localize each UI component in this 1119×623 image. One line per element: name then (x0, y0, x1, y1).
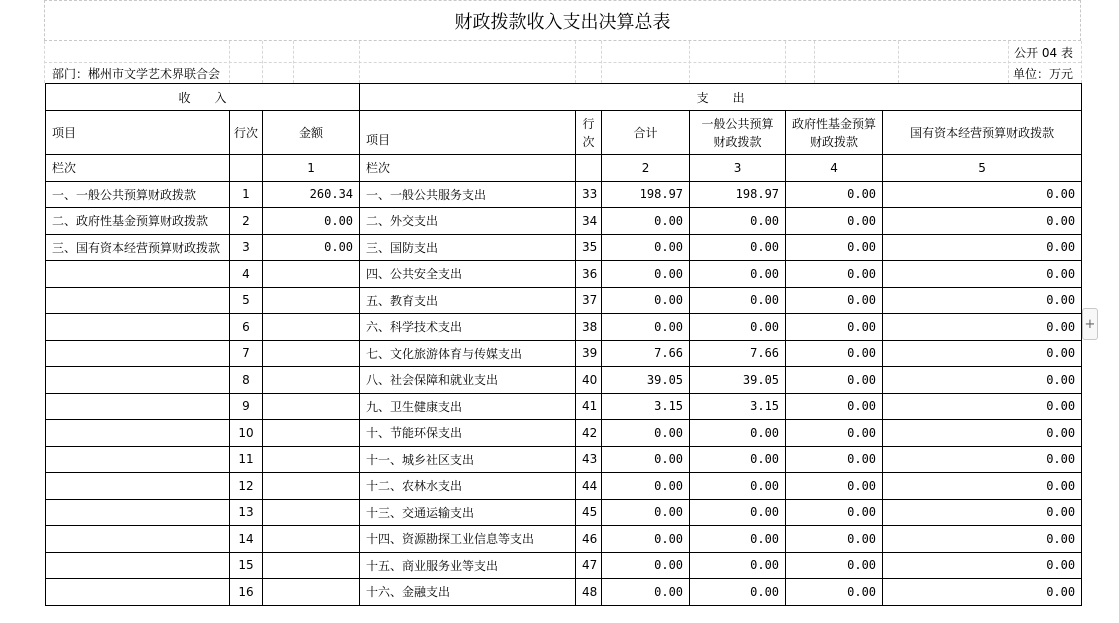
general-budget-cell: 0.00 (690, 287, 786, 314)
expense-line-cell: 40 (576, 367, 602, 394)
fund-budget-cell: 0.00 (786, 393, 883, 420)
expense-line-cell: 47 (576, 552, 602, 579)
table-row (46, 579, 1082, 606)
state-capital-cell: 0.00 (883, 287, 1082, 314)
general-budget-cell: 0.00 (690, 420, 786, 447)
state-capital-header: 国有资本经营预算财政拨款 (883, 111, 1082, 155)
total-cell: 0.00 (602, 499, 690, 526)
general-budget-cell: 0.00 (690, 552, 786, 579)
state-capital-cell: 0.00 (883, 181, 1082, 208)
total-cell: 0.00 (602, 234, 690, 261)
fund-budget-cell: 0.00 (786, 208, 883, 235)
total-cell: 3.15 (602, 393, 690, 420)
table-row (46, 420, 1082, 447)
expense-item-cell: 十二、农林水支出 (360, 473, 576, 500)
grid-guide-line (359, 41, 360, 83)
expense-line-cell: 45 (576, 499, 602, 526)
income-amount-cell (263, 499, 360, 526)
expense-item-cell: 三、国防支出 (360, 234, 576, 261)
income-line-cell: 9 (230, 393, 263, 420)
income-amount-cell: 0.00 (263, 234, 360, 261)
empty-cell (576, 155, 602, 182)
table-row (46, 287, 1082, 314)
expense-line-header: 行次 (576, 111, 602, 155)
expense-line-cell: 34 (576, 208, 602, 235)
grid-guide-line (44, 62, 1081, 63)
expense-item-cell: 十五、商业服务业等支出 (360, 552, 576, 579)
grid-guide-line (262, 41, 263, 83)
empty-cell (230, 155, 263, 182)
general-budget-cell: 7.66 (690, 340, 786, 367)
income-line-cell: 4 (230, 261, 263, 288)
income-item-cell (46, 526, 230, 553)
column-index-4: 4 (786, 155, 883, 182)
fund-budget-cell: 0.00 (786, 552, 883, 579)
income-line-cell: 15 (230, 552, 263, 579)
expense-item-cell: 十、节能环保支出 (360, 420, 576, 447)
table-row (46, 499, 1082, 526)
total-cell: 0.00 (602, 314, 690, 341)
fund-budget-cell: 0.00 (786, 314, 883, 341)
expense-line-cell: 46 (576, 526, 602, 553)
table-row (46, 314, 1082, 341)
income-line-cell: 16 (230, 579, 263, 606)
grid-guide-line (1081, 41, 1082, 83)
expense-line-cell: 38 (576, 314, 602, 341)
expense-line-cell: 42 (576, 420, 602, 447)
state-capital-cell: 0.00 (883, 420, 1082, 447)
fund-budget-cell: 0.00 (786, 367, 883, 394)
fund-budget-header: 政府性基金预算财政拨款 (786, 111, 883, 155)
total-cell: 39.05 (602, 367, 690, 394)
expense-line-cell: 36 (576, 261, 602, 288)
expense-line-cell: 43 (576, 446, 602, 473)
column-index-1: 1 (263, 155, 360, 182)
income-item-cell (46, 340, 230, 367)
income-amount-cell (263, 314, 360, 341)
expense-item-cell: 十一、城乡社区支出 (360, 446, 576, 473)
income-line-cell: 1 (230, 181, 263, 208)
income-item-cell: 二、政府性基金预算财政拨款 (46, 208, 230, 235)
general-budget-cell: 198.97 (690, 181, 786, 208)
general-budget-cell: 0.00 (690, 526, 786, 553)
grid-guide-line (293, 41, 294, 83)
income-amount-cell (263, 473, 360, 500)
income-line-cell: 5 (230, 287, 263, 314)
total-cell: 198.97 (602, 181, 690, 208)
income-item-cell (46, 473, 230, 500)
income-amount-cell (263, 579, 360, 606)
fund-budget-cell: 0.00 (786, 234, 883, 261)
income-line-cell: 10 (230, 420, 263, 447)
income-item-cell (46, 393, 230, 420)
table-row (46, 446, 1082, 473)
expense-line-cell: 48 (576, 579, 602, 606)
income-line-cell: 11 (230, 446, 263, 473)
expense-item-cell: 八、社会保障和就业支出 (360, 367, 576, 394)
state-capital-cell: 0.00 (883, 526, 1082, 553)
grid-guide-line (785, 41, 786, 83)
general-budget-cell: 0.00 (690, 446, 786, 473)
grid-guide-line (689, 41, 690, 83)
total-cell: 0.00 (602, 420, 690, 447)
column-index-2: 2 (602, 155, 690, 182)
state-capital-cell: 0.00 (883, 261, 1082, 288)
expense-item-cell: 十三、交通运输支出 (360, 499, 576, 526)
column-index-5: 5 (883, 155, 1082, 182)
income-line-cell: 7 (230, 340, 263, 367)
income-item-cell (46, 552, 230, 579)
fund-budget-cell: 0.00 (786, 420, 883, 447)
expense-item-cell: 十四、资源勘探工业信息等支出 (360, 526, 576, 553)
grid-guide-line (898, 41, 899, 83)
fund-budget-cell: 0.00 (786, 499, 883, 526)
total-header: 合计 (602, 111, 690, 155)
state-capital-cell: 0.00 (883, 473, 1082, 500)
income-amount-cell (263, 393, 360, 420)
total-cell: 0.00 (602, 446, 690, 473)
fund-budget-cell: 0.00 (786, 446, 883, 473)
grid-guide-line (44, 41, 45, 83)
income-amount-cell (263, 287, 360, 314)
total-cell: 0.00 (602, 579, 690, 606)
income-item-header: 项目 (46, 111, 230, 155)
fund-budget-cell: 0.00 (786, 287, 883, 314)
income-amount-header: 金额 (263, 111, 360, 155)
general-budget-cell: 0.00 (690, 499, 786, 526)
expense-line-cell: 39 (576, 340, 602, 367)
table-row (46, 340, 1082, 367)
expense-line-cell: 41 (576, 393, 602, 420)
income-item-cell (46, 367, 230, 394)
income-item-cell (46, 420, 230, 447)
state-capital-cell: 0.00 (883, 367, 1082, 394)
general-budget-header: 一般公共预算财政拨款 (690, 111, 786, 155)
income-item-cell (46, 446, 230, 473)
table-row (46, 234, 1082, 261)
expense-item-cell: 二、外交支出 (360, 208, 576, 235)
column-index-label: 栏次 (46, 155, 230, 182)
state-capital-cell: 0.00 (883, 208, 1082, 235)
state-capital-cell: 0.00 (883, 340, 1082, 367)
department-label: 部门：郴州市文学艺术界联合会 (52, 67, 221, 81)
grid-guide-line (575, 41, 576, 83)
table-row (46, 552, 1082, 579)
total-cell: 0.00 (602, 261, 690, 288)
column-header-row (46, 111, 1082, 155)
general-budget-cell: 0.00 (690, 234, 786, 261)
income-amount-cell: 0.00 (263, 208, 360, 235)
table-row (46, 526, 1082, 553)
fund-budget-cell: 0.00 (786, 526, 883, 553)
grid-guide-line (229, 41, 230, 83)
fund-budget-cell: 0.00 (786, 181, 883, 208)
general-budget-cell: 39.05 (690, 367, 786, 394)
unit-label: 单位：万元 (1012, 67, 1073, 81)
general-budget-cell: 0.00 (690, 314, 786, 341)
income-line-cell: 12 (230, 473, 263, 500)
income-item-cell (46, 314, 230, 341)
expense-item-cell: 一、一般公共服务支出 (360, 181, 576, 208)
column-index-label: 栏次 (360, 155, 576, 182)
total-cell: 0.00 (602, 208, 690, 235)
expense-line-cell: 37 (576, 287, 602, 314)
income-line-cell: 2 (230, 208, 263, 235)
table-title: 财政拨款收入支出决算总表 (44, 0, 1081, 41)
state-capital-cell: 0.00 (883, 552, 1082, 579)
expense-line-cell: 33 (576, 181, 602, 208)
table-row (46, 393, 1082, 420)
table-row (46, 208, 1082, 235)
income-amount-cell (263, 552, 360, 579)
income-amount-cell (263, 420, 360, 447)
grid-guide-line (1008, 41, 1009, 83)
total-cell: 7.66 (602, 340, 690, 367)
income-line-cell: 13 (230, 499, 263, 526)
state-capital-cell: 0.00 (883, 234, 1082, 261)
income-item-cell (46, 287, 230, 314)
income-item-cell (46, 579, 230, 606)
income-line-cell: 6 (230, 314, 263, 341)
general-budget-cell: 0.00 (690, 579, 786, 606)
general-budget-cell: 0.00 (690, 208, 786, 235)
income-amount-cell (263, 367, 360, 394)
expense-line-cell: 35 (576, 234, 602, 261)
state-capital-cell: 0.00 (883, 446, 1082, 473)
expense-line-cell: 44 (576, 473, 602, 500)
state-capital-cell: 0.00 (883, 314, 1082, 341)
expense-item-cell: 九、卫生健康支出 (360, 393, 576, 420)
expense-item-cell: 五、教育支出 (360, 287, 576, 314)
section-header-row (46, 84, 1082, 111)
expense-item-cell: 四、公共安全支出 (360, 261, 576, 288)
income-line-cell: 8 (230, 367, 263, 394)
table-row (46, 181, 1082, 208)
column-index-row (46, 155, 1082, 182)
fiscal-summary-table (45, 83, 1082, 606)
state-capital-cell: 0.00 (883, 579, 1082, 606)
total-cell: 0.00 (602, 552, 690, 579)
expense-header: 支 出 (360, 84, 1082, 111)
state-capital-cell: 0.00 (883, 393, 1082, 420)
table-row (46, 367, 1082, 394)
fund-budget-cell: 0.00 (786, 473, 883, 500)
table-row (46, 473, 1082, 500)
income-item-cell (46, 499, 230, 526)
total-cell: 0.00 (602, 287, 690, 314)
table-row (46, 261, 1082, 288)
fund-budget-cell: 0.00 (786, 340, 883, 367)
expense-item-header: 项目 (360, 111, 576, 155)
general-budget-cell: 0.00 (690, 473, 786, 500)
income-amount-cell (263, 340, 360, 367)
income-line-header: 行次 (230, 111, 263, 155)
general-budget-cell: 0.00 (690, 261, 786, 288)
income-amount-cell: 260.34 (263, 181, 360, 208)
income-amount-cell (263, 526, 360, 553)
state-capital-cell: 0.00 (883, 499, 1082, 526)
expense-item-cell: 七、文化旅游体育与传媒支出 (360, 340, 576, 367)
expense-item-cell: 十六、金融支出 (360, 579, 576, 606)
income-line-cell: 14 (230, 526, 263, 553)
income-amount-cell (263, 261, 360, 288)
form-number: 公开 04 表 (1014, 46, 1073, 60)
grid-guide-line (814, 41, 815, 83)
total-cell: 0.00 (602, 526, 690, 553)
income-item-cell: 三、国有资本经营预算财政拨款 (46, 234, 230, 261)
fund-budget-cell: 0.00 (786, 261, 883, 288)
expand-plus-button[interactable]: + (1082, 308, 1098, 340)
income-line-cell: 3 (230, 234, 263, 261)
total-cell: 0.00 (602, 473, 690, 500)
general-budget-cell: 3.15 (690, 393, 786, 420)
income-item-cell (46, 261, 230, 288)
income-amount-cell (263, 446, 360, 473)
income-header: 收 入 (46, 84, 360, 111)
column-index-3: 3 (690, 155, 786, 182)
income-item-cell: 一、一般公共预算财政拨款 (46, 181, 230, 208)
expense-item-cell: 六、科学技术支出 (360, 314, 576, 341)
fund-budget-cell: 0.00 (786, 579, 883, 606)
grid-guide-line (601, 41, 602, 83)
